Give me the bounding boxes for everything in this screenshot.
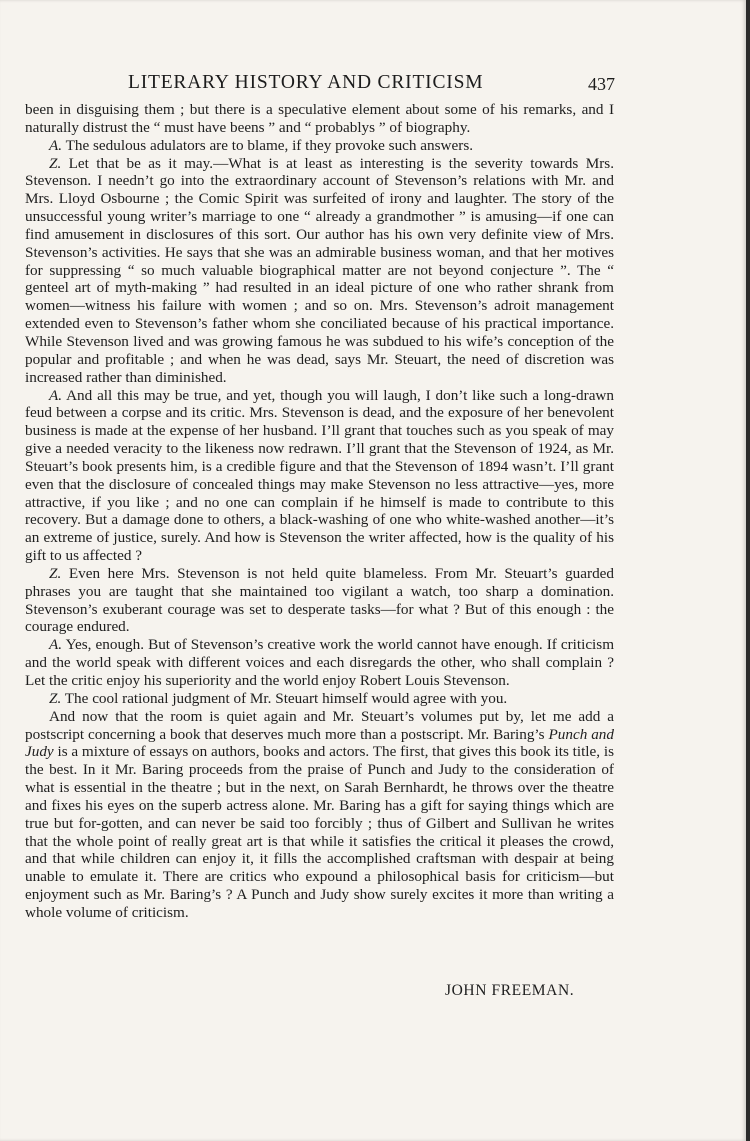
paragraph-text: And all this may be true, and yet, though you will laugh, I don’t like such a long-drawn feud between a corpse and its critic. Mrs. Stevenson is dead, and the exposure of her benevolent business is made at the expense of her husband. I’ll grant that touches such as you speak of may give a needed veracity to the likeness now redrawn. I’ll grant that the Stevenson of 1924, as Mr. Steuart’s book presents him, is a credible figure and that the Stevenson of 1894 wasn’t. I’ll grant even that the disclosure of concealed things may make Stevenson no less attractive—yes, more attractive, if you like ; and no one can complain if he himself is made to contribute to this recovery. But a damage done to others, a black-washing of one who white-washed another—it’s an extreme of justice, surely. And how is Stevenson the writer affected, how is the quality of his gift to us affected ? bbox=[25, 386, 614, 565]
dialogue-paragraph bbox=[25, 387, 614, 565]
book-title: Punch and Judy bbox=[25, 725, 614, 761]
paragraph-text: The sedulous adulators are to blame, if they provoke such answers. bbox=[65, 136, 474, 154]
author-signature: JOHN FREEMAN. bbox=[445, 982, 575, 999]
speaker-label: A. bbox=[49, 386, 63, 404]
paragraph-text: The cool rational judgment of Mr. Steuart himself would agree with you. bbox=[64, 689, 508, 707]
postscript-text-before: And now that the room is quiet again and Mr. Steuart’s volumes put by, let me add a postscript concerning a book that deserves much more than a postscript. Mr. Baring’s bbox=[25, 707, 614, 743]
body-text bbox=[25, 101, 614, 922]
running-head bbox=[0, 72, 746, 98]
speaker-label: Z. bbox=[49, 154, 62, 172]
dialogue-paragraph bbox=[25, 690, 614, 708]
postscript-text-after: is a mixture of essays on authors, books and actors. The first, that gives this book its title, is the best. In it Mr. Baring proceeds from the praise of Punch and Judy to the consideration of what is essential in the theatre ; but in the next, on Sarah Bernhardt, he throws over the theatre and fixes his eyes on the superb actress alone. Mr. Baring has a gift for saying things which are true but for-gotten, and can never be said too forcibly ; thus of Gilbert and Sullivan he writes that the whole point of really great art is that while it satisfies the critical it pleases the crowd, and that while children can enjoy it, it fills the accomplished craftsman with despair at being unable to emulate it. There are critics who expound a philosophical basis for criticism—but enjoyment such as Mr. Baring’s ? A Punch and Judy show surely excites it more than writing a whole volume of criticism. bbox=[25, 743, 614, 921]
speaker-label: Z. bbox=[49, 689, 62, 707]
page-number: 437 bbox=[588, 74, 615, 94]
dialogue-paragraph bbox=[25, 565, 614, 636]
paragraph-text: Yes, enough. But of Stevenson’s creative work the world cannot have enough. If criticism and the world speak with different voices and each disregards the other, who shall complain ? Let the critic enjoy his superiority and the world enjoy Robert Louis Stevenson. bbox=[25, 636, 615, 689]
paragraph-text: Even here Mrs. Stevenson is not held quite blameless. From Mr. Steuart’s guarded phrases you are taught that she maintained too vigilant a watch, too sharp a domination. Stevenson’s exuberant courage was set to desperate tasks—for what ? But of this enough : the courage endured. bbox=[25, 564, 614, 636]
speaker-label: Z. bbox=[49, 564, 62, 582]
dialogue-paragraph bbox=[25, 636, 614, 690]
dialogue-paragraph bbox=[25, 155, 614, 387]
paragraph-continuation bbox=[25, 101, 614, 137]
postscript-paragraph bbox=[25, 708, 614, 922]
running-title: LITERARY HISTORY AND CRITICISM bbox=[128, 72, 484, 93]
dialogue-paragraph bbox=[25, 137, 614, 155]
paragraph-text: Let that be as it may.—What is at least as interesting is the severity towards Mrs. Stevenson. I needn’t go into the extraordinary account of Stevenson’s relations with Mr. and Mrs. Lloyd Osbourne ; the Comic Spirit was surfeited of irony and laughter. The story of the unsuccessful young writer’s marriage to one “ already a grandmother ” is amusing—if one can find amusement in disclosures of this sort. Our author has his own very definite view of Mrs. Stevenson’s activities. He says that she was an admirable business woman, and that her motives for suppressing “ so much valuable biographical matter are not beyond conjecture ”. The “ genteel art of myth-making ” had resulted in an ideal picture of one who rather shrank from women—witness his failure with women ; and so on. Mrs. Stevenson’s adroit management extended even to Stevenson’s father whom she conciliated because of his practical importance. While Stevenson lived and was growing famous he was subdued to his wife’s conception of the popular and profitable ; and when he was dead, says Mr. Steuart, the need of discretion was increased rather than diminished. bbox=[25, 154, 614, 386]
speaker-label: A. bbox=[49, 136, 63, 154]
paragraph-text: been in disguising them ; but there is a speculative element about some of his remarks, and I naturally distrust the “ must have beens ” and “ probablys ” of biography. bbox=[25, 101, 614, 136]
speaker-label: A. bbox=[49, 636, 63, 654]
